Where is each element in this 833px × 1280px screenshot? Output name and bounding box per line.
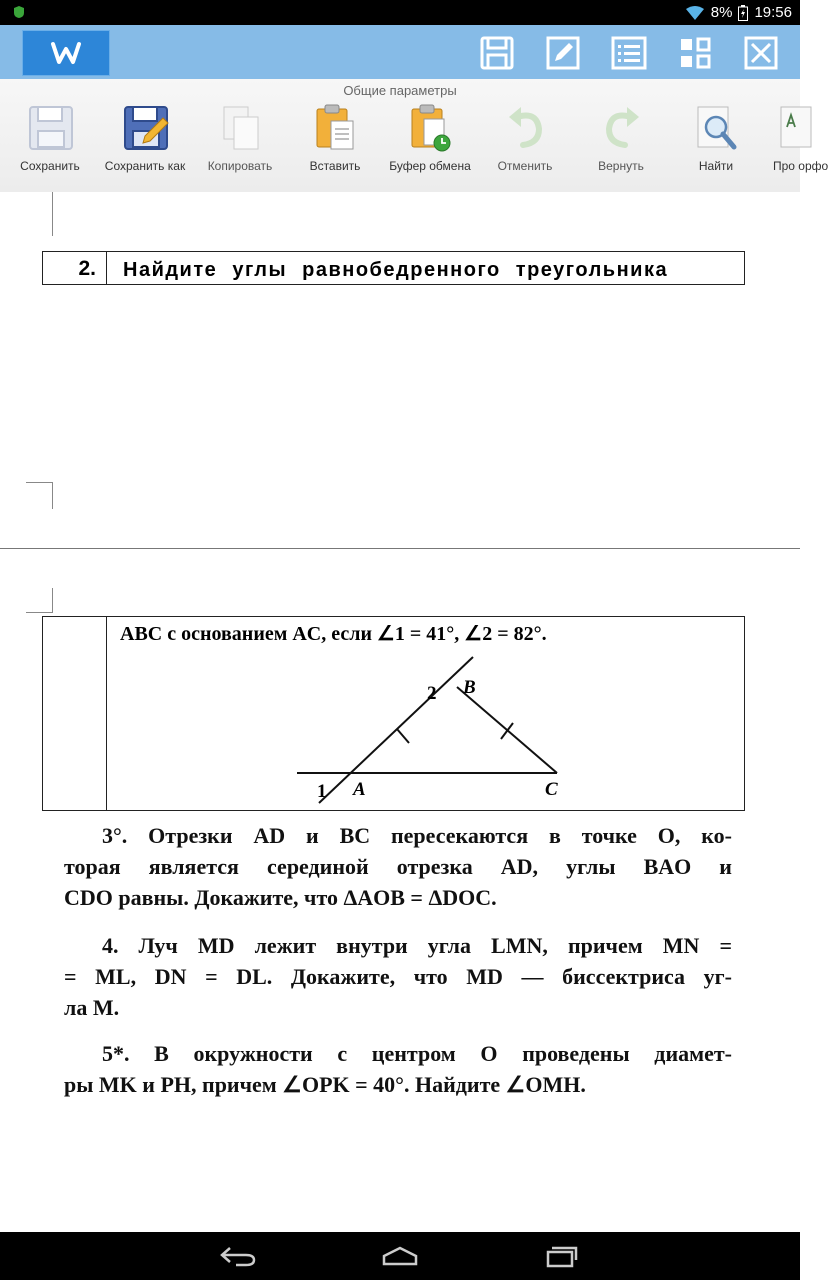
ribbon-paste-label: Вставить [309,159,361,173]
back-icon [218,1244,258,1268]
save-button[interactable] [477,33,517,73]
floppy-pencil-icon [123,103,169,153]
ribbon-undo-label: Отменить [497,159,553,173]
title-bar [0,25,800,79]
close-icon [744,36,778,70]
margin-mark [26,482,53,483]
problem-4-line: = ML, DN = DL. Докажите, что MD — биссектриса уг- [64,964,732,989]
problem-4-line: 4. Луч MD лежит внутри угла LMN, причем MN = [102,933,732,958]
ribbon-redo-label: Вернуть [598,159,644,173]
clock: 19:56 [754,4,792,21]
margin-mark [52,588,53,612]
ribbon-spellcheck-label: Про орфо [773,159,829,173]
pencil-edit-icon [546,36,580,70]
vertex-label-b: B [463,677,476,698]
ribbon-clipboard-button[interactable] [382,101,478,189]
grid-icon [679,37,711,69]
ribbon-copy-button[interactable] [192,101,288,189]
problem-3-line: 3°. Отрезки AD и BC пересекаются в точке O, ко- [102,823,732,848]
ribbon-title: Общие параметры [343,83,457,98]
side-ab-line [319,657,473,803]
document-canvas[interactable] [0,192,800,1232]
angle-label-1: 1 [317,781,327,802]
problem-3-line: торая является серединой отрезка AD, углы BAO и [64,854,732,879]
ribbon-save-button[interactable] [2,101,98,189]
status-right [685,0,792,25]
ribbon-paste-button[interactable] [287,101,383,189]
redo-icon [599,103,645,153]
recent-apps-button[interactable] [532,1240,592,1272]
paste-icon [313,103,359,153]
home-icon [380,1244,420,1268]
vertex-label-c: C [545,779,558,800]
ribbon-redo-button[interactable] [573,101,669,189]
floppy-icon [480,36,514,70]
navigation-bar [0,1232,800,1280]
list-view-button[interactable] [609,33,649,73]
find-magnifier-icon [694,103,740,153]
page-break [0,548,800,549]
copy-icon [218,103,264,153]
ribbon-save-as-label: Сохранить как [104,159,186,173]
spellcheck-icon [777,103,823,153]
ribbon-undo-button[interactable] [477,101,573,189]
ribbon-save-label: Сохранить [20,159,80,173]
triangle-figure [283,653,563,813]
clipboard-clock-icon [408,103,454,153]
ribbon-save-as-button[interactable] [97,101,193,189]
app-notification-icon [12,5,26,19]
ribbon-spellcheck-button[interactable] [763,101,829,189]
problem-3-line: CDO равны. Докажите, что ΔAOB = ΔDOC. [64,885,497,910]
tick-mark [397,729,409,743]
app-logo-button[interactable] [22,30,110,76]
margin-mark [52,482,53,509]
problem-5-line: 5*. В окружности с центром O проведены диамет- [102,1041,732,1066]
battery-icon [738,5,748,21]
task2-table-body [42,616,745,811]
problem-5-line: ры MK и PH, причем ∠OPK = 40°. Найдите ∠OMH. [64,1072,586,1097]
ribbon-toolbar [0,79,829,193]
ribbon-clipboard-label: Буфер обмена [389,159,471,173]
problem-5 [64,1038,732,1100]
edit-button[interactable] [543,33,583,73]
w-logo-icon [51,41,81,65]
problem-4 [64,930,732,1023]
problem-3 [64,820,732,913]
vertex-label-a: A [353,779,366,800]
ribbon-find-label: Найти [698,159,734,173]
task2-table-header [42,251,745,285]
angle-label-2: 2 [427,683,437,704]
recent-apps-icon [542,1244,582,1268]
wifi-icon [685,5,705,21]
floppy-icon [28,103,74,153]
task2-number: 2. [43,252,107,284]
list-icon [611,36,647,70]
ribbon-find-button[interactable] [668,101,764,189]
ribbon-copy-label: Копировать [207,159,273,173]
task2-continuation: ABC с основанием AC, если ∠1 = 41°, ∠2 = 82°. [120,623,547,645]
task2-text: Найдите углы равнобедренного треугольника [123,259,669,281]
close-button[interactable] [741,33,781,73]
undo-icon [503,103,549,153]
back-button[interactable] [208,1240,268,1272]
battery-percent: 8% [710,4,733,21]
status-bar [0,0,800,25]
table-column-divider [106,617,107,810]
grid-view-button[interactable] [675,33,715,73]
problem-4-line: ла M. [64,995,120,1020]
margin-mark [52,192,53,236]
margin-mark [26,612,53,613]
home-button[interactable] [370,1240,430,1272]
